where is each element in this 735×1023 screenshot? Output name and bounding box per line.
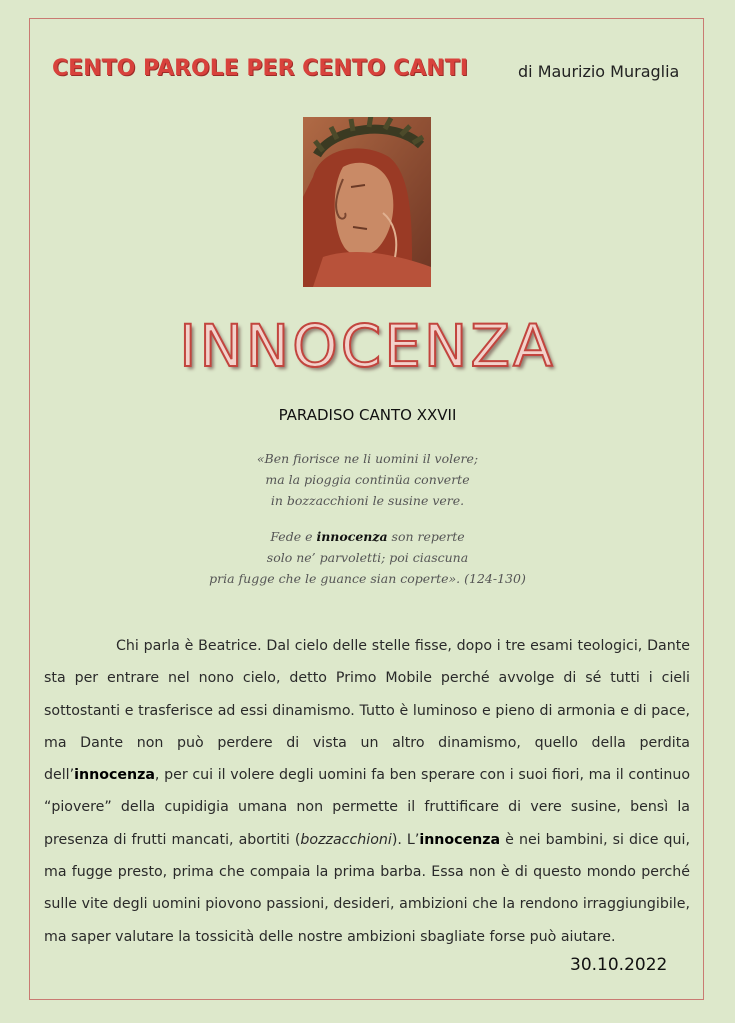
verse-line: ma la pioggia continüa converte: [265, 472, 470, 487]
verse-line: «Ben fiorisce ne li uomini il volere;: [256, 451, 479, 466]
quote-stanza-2: [0, 526, 735, 589]
verse-line: Fede e innocenza son reperte: [270, 529, 465, 544]
verse-line: solo ne’ parvoletti; poi ciascuna: [266, 550, 469, 565]
keyword-highlight: innocenza: [419, 831, 501, 848]
author-name: di Maurizio Muraglia: [518, 62, 680, 81]
page-title: INNOCENZA: [179, 312, 556, 380]
quote-stanza-1: [0, 448, 735, 511]
canto-reference: PARADISO CANTO XXVII: [278, 406, 457, 424]
publication-date: 30.10.2022: [570, 955, 668, 975]
series-title: CENTO PAROLE PER CENTO CANTI: [52, 56, 468, 81]
commentary-paragraph: Chi parla è Beatrice. Dal cielo delle stelle fisse, dopo i tre esami teologici, Dante sta per entrare nel nono cielo, detto Primo Mobile perché avvolge di sé tutti i cieli sottostanti e trasferisce ad essi dinamismo. Tutto è luminoso e pieno di armonia e di pace, ma Dante non può perdere di vista un altro dinamismo, quello della perdita dell’innocenza, per cui il volere degli uomini fa ben sperare con i suoi fiori, ma il continuo “piovere” della cupidigia umana non permette il fruttificare di vere susine, bensì la presenza di frutti mancati, abortiti (bozzacchioni). L’innocenza è nei bambini, si dice qui, ma fugge presto, prima che compaia la prima barba. Essa non è di questo mondo perché sulle vite degli uomini piovono passioni, desideri, ambizioni che la rendono irraggiungibile, ma saper valutare la tossicità delle nostre ambizioni sbagliate forse può aiutare.: [44, 638, 691, 945]
verse-line: pria fugge che le guance sian coperte». (124-130): [209, 571, 526, 586]
verse-line: in bozzacchioni le susine vere.: [270, 493, 465, 508]
italic-term: bozzacchioni: [300, 831, 392, 848]
dante-portrait-image: [303, 117, 431, 287]
keyword-highlight: innocenza: [316, 529, 388, 544]
keyword-highlight: innocenza: [74, 767, 155, 784]
